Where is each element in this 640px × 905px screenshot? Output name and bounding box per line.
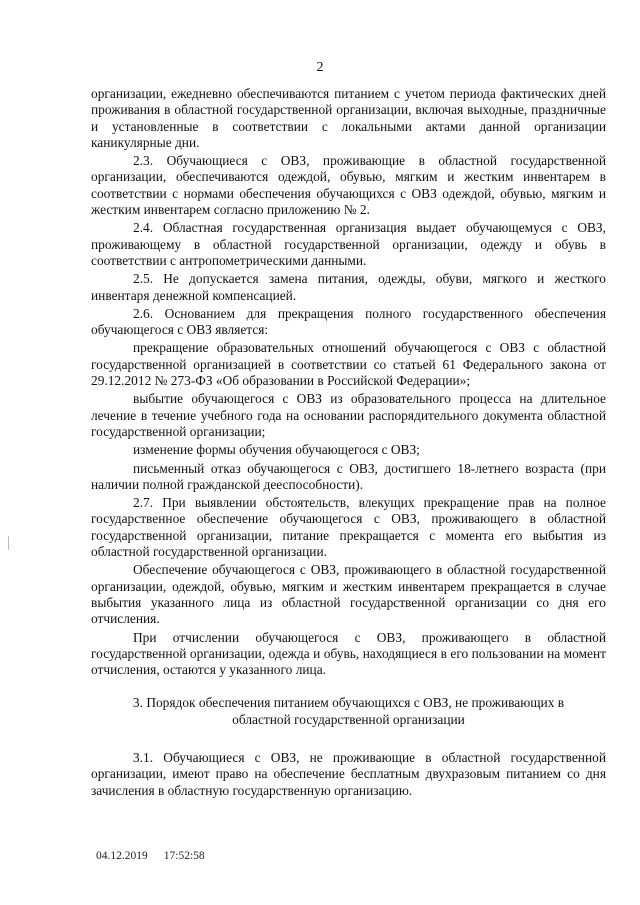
paragraph: письменный отказ обучающегося с ОВЗ, достигшего 18-летнего возраста (при наличии полной гражданской дееспособности). bbox=[91, 460, 606, 492]
margin-mark bbox=[8, 536, 9, 550]
paragraph: изменение формы обучения обучающегося с ОВЗ; bbox=[133, 442, 420, 458]
page-number: 2 bbox=[316, 60, 324, 75]
footer-timestamp bbox=[96, 850, 205, 862]
paragraph: 2.5. Не допускается замена питания, одежды, обуви, мягкого и жесткого инвентаря денежной компенсацией. bbox=[91, 271, 606, 303]
paragraph: организации, ежедневно обеспечиваются питанием с учетом периода фактических дней проживания в областной государственной организации, включая выходные, праздничные и установленные в соответствии с локальными актами данной организации каникулярные дни. bbox=[91, 86, 606, 150]
section-heading bbox=[91, 695, 606, 728]
section-heading-line: 3. Порядок обеспечения питанием обучающихся с ОВЗ, не проживающих в bbox=[132, 695, 565, 711]
paragraph: 2.4. Областная государственная организация выдает обучающемуся с ОВЗ, проживающему в областной государственной организации, одежду и обувь в соответствии с антропометрическими данными. bbox=[91, 220, 606, 268]
paragraph: 2.3. Обучающиеся с ОВЗ, проживающие в областной государственной организации, обеспечиваются одеждой, обувью, мягким и жестким инвентарем в соответствии с нормами обеспечения обучающихся с ОВЗ одеждой, обувью, мягким и жестким инвентарем согласно приложению № 2. bbox=[91, 153, 606, 218]
paragraph: выбытие обучающегося с ОВЗ из образовательного процесса на длительное лечение в течение учебного года на основании распорядительного документа областной государственной организации; bbox=[91, 391, 606, 439]
footer-time: 17:52:58 bbox=[163, 850, 205, 862]
footer-date: 04.12.2019 bbox=[96, 850, 148, 862]
paragraph: прекращение образовательных отношений обучающегося с ОВЗ с областной государственной организацией в соответствии со статьей 61 Федерального закона от 29.12.2012 № 273-ФЗ «Об образовании в Российской Федерации»; bbox=[91, 340, 606, 389]
paragraph: При отчислении обучающегося с ОВЗ, проживающего в областной государственной организации, одежда и обувь, находящиеся в его пользовании на момент отчисления, остаются у указанного лица. bbox=[91, 629, 606, 678]
document-body bbox=[91, 86, 606, 801]
paragraph: 3.1. Обучающиеся с ОВЗ, не проживающие в областной государственной организации, имеют право на обеспечение бесплатным двухразовым питанием со дня зачисления в областную государственную организацию. bbox=[91, 749, 606, 798]
paragraph: Обеспечение обучающегося с ОВЗ, проживающего в областной государственной организации, одеждой, обувью, мягким и жестким инвентарем прекращается в случае выбытия указанного лица из областной государственной организации со дня его отчисления. bbox=[91, 562, 606, 627]
paragraph: 2.6. Основанием для прекращения полного государственного обеспечения обучающегося с ОВЗ является: bbox=[91, 305, 606, 338]
paragraph: 2.7. При выявлении обстоятельств, влекущих прекращение прав на полное государственное обеспечение обучающегося с ОВЗ, проживающего в областной государственной организации, питание прекращается с момента его выбытия из областной государственной организации. bbox=[91, 495, 606, 560]
section-heading-line: областной государственной организации bbox=[232, 711, 465, 727]
